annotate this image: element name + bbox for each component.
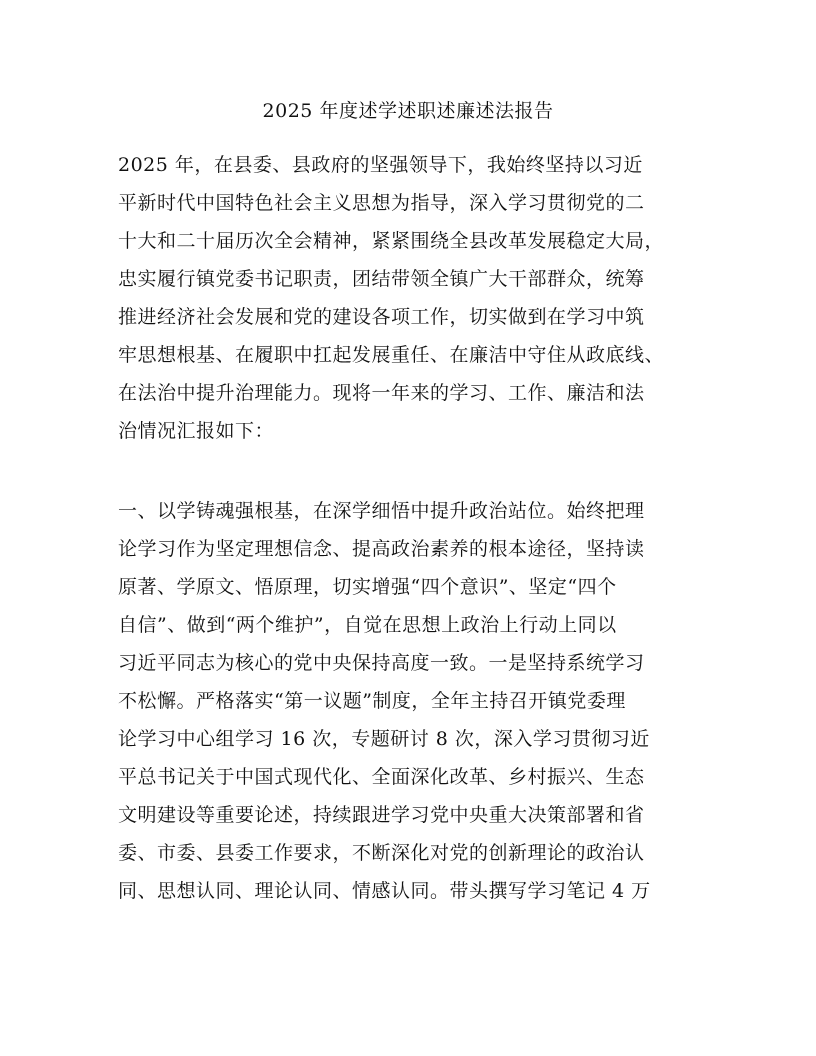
intro-line: 牢思想根基、在履职中扛起发展重任、在廉洁中守住从政底线、 [118, 344, 665, 366]
section1-line: 文明建设等重要论述，持续跟进学习党中央重大决策部署和省 [118, 804, 645, 826]
section1-line: 同、思想认同、理论认同、情感认同。带头撰写学习笔记 4 万 [118, 880, 651, 902]
intro-line: 推进经济社会发展和党的建设各项工作，切实做到在学习中筑 [118, 306, 645, 328]
intro-line: 2025 年，在县委、县政府的坚强领导下，我始终坚持以习近 [118, 154, 643, 176]
section1-line: 原著、学原文、悟原理，切实增强“四个意识”、坚定“四个 [118, 576, 617, 598]
intro-line: 治情况汇报如下： [118, 420, 275, 442]
section1-line: 习近平同志为核心的党中央保持高度一致。一是坚持系统学习 [118, 652, 645, 674]
intro-line: 在法治中提升治理能力。现将一年来的学习、工作、廉洁和法 [118, 382, 645, 404]
section1-line: 论学习中心组学习 16 次，专题研讨 8 次，深入学习贯彻习近 [118, 728, 650, 750]
section1-line: 自信”、做到“两个维护”，自觉在思想上政治上行动上同以 [118, 614, 617, 636]
section1-line: 不松懈。严格落实“第一议题”制度，全年主持召开镇党委理 [118, 690, 626, 712]
document-title: 2025 年度述学述职述廉述法报告 [262, 100, 554, 122]
intro-line: 十大和二十届历次全会精神，紧紧围绕全县改革发展稳定大局， [118, 230, 665, 252]
section1-line: 平总书记关于中国式现代化、全面深化改革、乡村振兴、生态 [118, 766, 645, 788]
intro-line: 忠实履行镇党委书记职责，团结带领全镇广大干部群众，统筹 [118, 268, 645, 290]
section1-line: 论学习作为坚定理想信念、提高政治素养的根本途径，坚持读 [118, 538, 645, 560]
section1-line: 一、以学铸魂强根基，在深学细悟中提升政治站位。始终把理 [118, 500, 645, 522]
section1-line: 委、市委、县委工作要求，不断深化对党的创新理论的政治认 [118, 842, 645, 864]
intro-line: 平新时代中国特色社会主义思想为指导，深入学习贯彻党的二 [118, 192, 645, 214]
